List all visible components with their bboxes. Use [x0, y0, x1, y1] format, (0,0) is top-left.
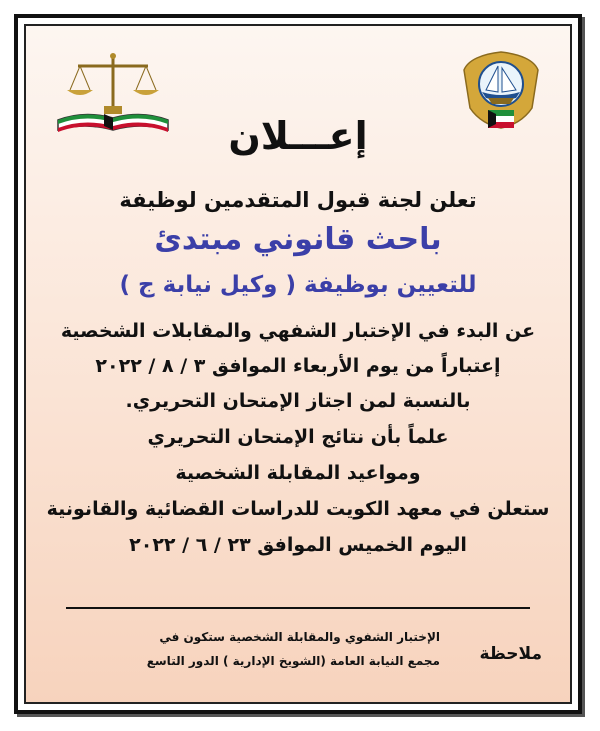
body-line: عن البدء في الإختبار الشفهي والمقابلات الشخصية: [60, 320, 536, 342]
note-line: مجمع النيابة العامة (الشويخ الإدارية ) الدور التاسع: [146, 654, 440, 668]
appointment-text: للتعيين بوظيفة ( وكيل نيابة ج ): [119, 272, 477, 298]
announcement-panel: [24, 24, 572, 704]
body-line: ومواعيد المقابلة الشخصية: [175, 462, 421, 484]
body-line: اليوم الخميس الموافق ٢٣ / ٦ / ٢٠٢٢: [129, 534, 467, 556]
body-line: بالنسبة لمن اجتاز الإمتحان التحريري.: [125, 390, 471, 412]
job-title: باحث قانوني مبتدئ: [154, 222, 442, 257]
note-divider: [66, 607, 530, 609]
intro-text: تعلن لجنة قبول المتقدمين لوظيفة: [119, 188, 477, 212]
note-line: الإختبار الشفوي والمقابلة الشخصية ستكون في: [159, 630, 440, 644]
note-label: ملاحظة: [479, 644, 542, 664]
body-line: علماً بأن نتائج الإمتحان التحريري: [147, 426, 449, 448]
body-line: ستعلن في معهد الكويت للدراسات القضائية والقانونية: [46, 498, 550, 520]
announcement-frame: [14, 14, 582, 714]
body-line: إعتباراً من يوم الأربعاء الموافق ٣ / ٨ / ٢٠٢٢: [95, 355, 501, 377]
announcement-heading: إعـــلان: [228, 114, 368, 158]
